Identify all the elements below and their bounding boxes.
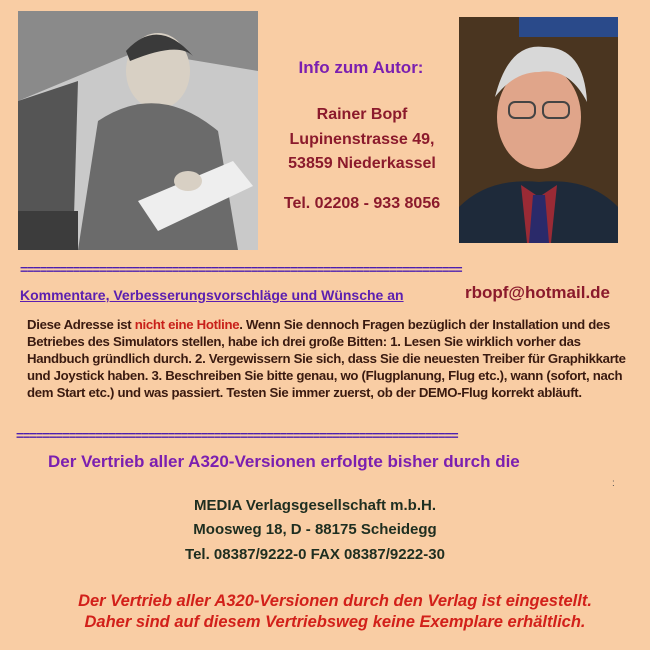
author-name: Rainer Bopf (316, 106, 408, 123)
distribution-heading: Der Vertrieb aller A320-Versionen erfolgte bisher durch die (48, 452, 520, 471)
note-text-rest: . Wenn Sie dennoch Fragen bezüglich der Installation und des Betriebes des Simulators stellen, habe ich drei große Bitten: 1. Lesen Sie wirklich vorher das Handbuch gründlich durch. 2. Vergewissern Sie sich, dass Sie die neuesten Treiber für Graphikkarte und Joystick haben. 3. Beschreiben Sie bitte genau, wo (Flugplanung, Flug etc.), wann (sofort, nach dem Start etc.) und was passiert. Testen Sie immer zuerst, ob der DEMO-Flug korrekt abläuft. (27, 317, 626, 400)
author-street: Lupinenstrasse 49, (289, 131, 435, 148)
author-phone: Tel. 02208 - 933 8056 (283, 195, 441, 212)
separator-line: =================================================================== (16, 428, 458, 443)
author-portrait (459, 17, 618, 243)
publisher-address: Moosweg 18, D - 88175 Scheidegg (193, 521, 437, 538)
decorative-dot: : (612, 478, 615, 489)
author-city: 53859 Niederkassel (288, 155, 436, 172)
info-title: Info zum Autor: (298, 58, 424, 77)
publisher-phone: Tel. 08387/9222-0 FAX 08387/9222-30 (185, 546, 445, 563)
note-highlight: nicht eine Hotline (134, 317, 240, 332)
note-text-start: Diese Adresse ist (27, 317, 135, 332)
hotline-note (27, 316, 627, 401)
publisher-name: MEDIA Verlagsgesellschaft m.b.H. (193, 497, 437, 514)
footer-notice-line1: Der Vertrieb aller A320-Versionen durch den Verlag ist eingestellt. (78, 592, 592, 610)
comments-link[interactable]: Kommentare, Verbesserungsvorschläge und Wünsche an (20, 287, 404, 303)
email-address[interactable]: rbopf@hotmail.de (465, 283, 611, 302)
pilot-photo (18, 11, 258, 250)
separator-line: =================================================================== (20, 262, 462, 277)
footer-notice-line2: Daher sind auf diesem Vertriebsweg keine Exemplare erhältlich. (84, 613, 586, 631)
